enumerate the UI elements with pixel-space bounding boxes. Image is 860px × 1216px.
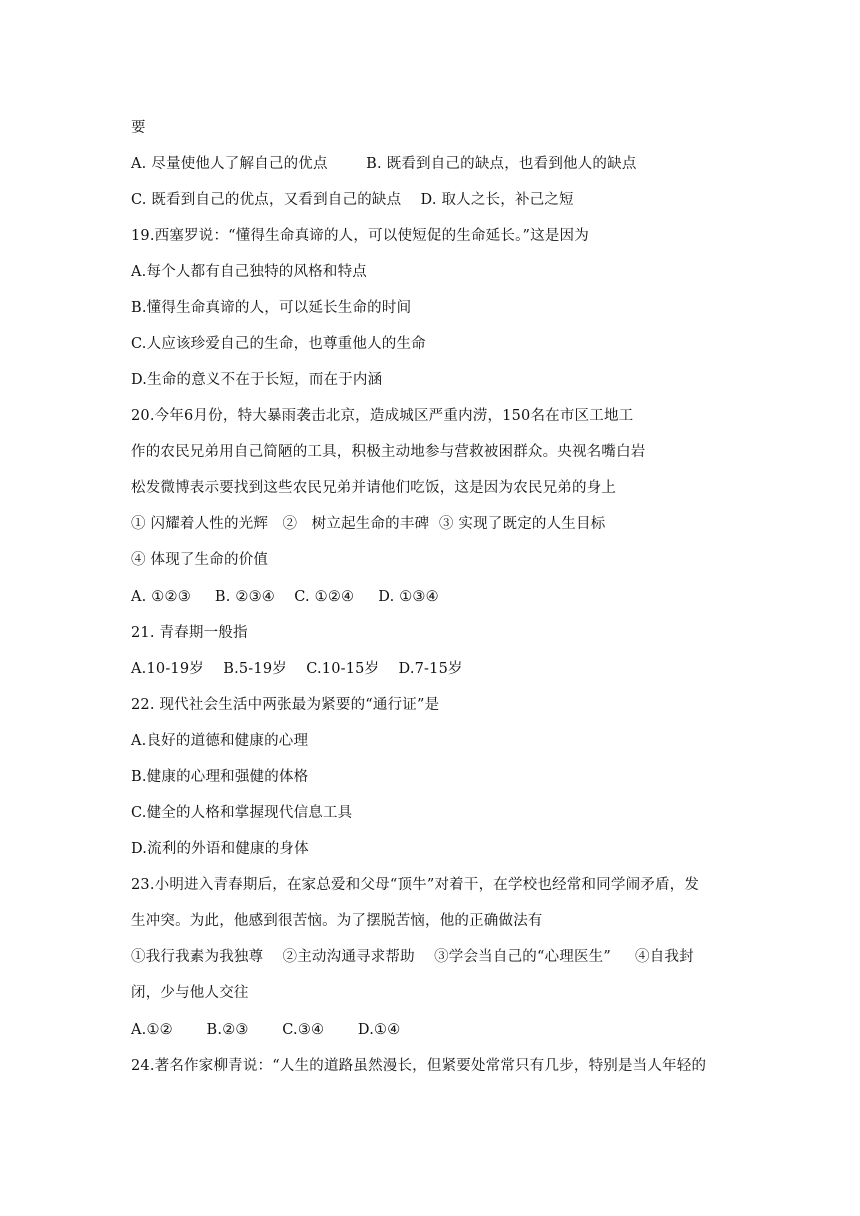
text-line: 生冲突。为此，他感到很苦恼。为了摆脱苦恼，他的正确做法有 bbox=[131, 913, 543, 929]
text-line: 要 bbox=[131, 120, 146, 136]
question-20: 20.今年6月份，特大暴雨袭击北京，造成城区严重内涝，150名在市区工地工 bbox=[131, 408, 634, 424]
statement-line: 闭，少与他人交往 bbox=[131, 985, 249, 1001]
option-line: A.良好的道德和健康的心理 bbox=[131, 733, 309, 749]
question-22: 22. 现代社会生活中两张最为紧要的“通行证”是 bbox=[131, 697, 440, 713]
question-24: 24.著名作家柳青说：“人生的道路虽然漫长，但紧要处常常只有几步，特别是当人年轻的 bbox=[131, 1058, 707, 1074]
option-line: B.懂得生命真谛的人，可以延长生命的时间 bbox=[131, 300, 412, 316]
option-line: A. 尽量使他人了解自己的优点 B. 既看到自己的缺点，也看到他人的缺点 bbox=[131, 156, 637, 172]
option-line: A.10-19岁 B.5-19岁 C.10-15岁 D.7-15岁 bbox=[131, 661, 463, 677]
statement-line: ④ 体现了生命的价值 bbox=[131, 552, 269, 568]
statement-line: ① 闪耀着人性的光辉 ② 树立起生命的丰碑 ③ 实现了既定的人生目标 bbox=[131, 516, 606, 532]
option-line: C.健全的人格和掌握现代信息工具 bbox=[131, 805, 353, 821]
question-21: 21. 青春期一般指 bbox=[131, 625, 248, 641]
option-line: A.每个人都有自己独特的风格和特点 bbox=[131, 264, 367, 280]
option-line: C.人应该珍爱自己的生命，也尊重他人的生命 bbox=[131, 336, 426, 352]
option-line: C. 既看到自己的优点，又看到自己的缺点 D. 取人之长，补己之短 bbox=[131, 192, 574, 208]
option-line: D.流利的外语和健康的身体 bbox=[131, 841, 309, 857]
statement-line: ①我行我素为我独尊 ②主动沟通寻求帮助 ③学会当自己的“心理医生” ④自我封 bbox=[131, 949, 694, 965]
option-line: B.健康的心理和强健的体格 bbox=[131, 769, 309, 785]
question-23: 23.小明进入青春期后，在家总爱和父母“顶牛”对着干，在学校也经常和同学闹矛盾，发 bbox=[131, 877, 700, 893]
option-line: D.生命的意义不在于长短，而在于内涵 bbox=[131, 372, 383, 388]
option-line: A. ①②③ B. ②③④ C. ①②④ D. ①③④ bbox=[131, 589, 439, 605]
text-line: 作的农民兄弟用自己简陋的工具，积极主动地参与营救被困群众。央视名嘴白岩 bbox=[131, 444, 646, 460]
question-19: 19.西塞罗说：“懂得生命真谛的人，可以使短促的生命延长。”这是因为 bbox=[131, 228, 589, 244]
option-line: A.①② B.②③ C.③④ D.①④ bbox=[131, 1022, 401, 1038]
text-line: 松发微博表示要找到这些农民兄弟并请他们吃饭，这是因为农民兄弟的身上 bbox=[131, 480, 617, 496]
